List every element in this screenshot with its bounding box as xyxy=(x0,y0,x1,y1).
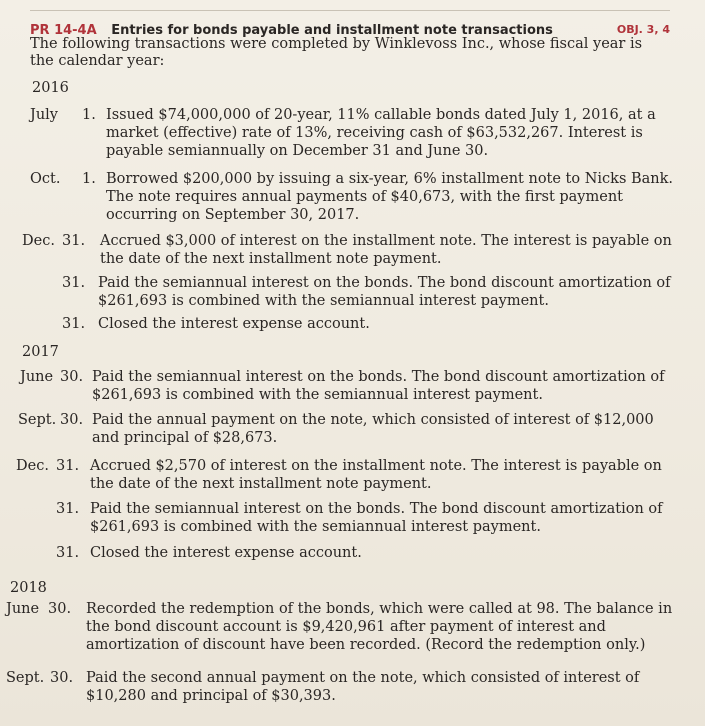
entry-day: 31. xyxy=(62,316,86,332)
entry-date: Dec. xyxy=(16,458,49,474)
year-label: 2018 xyxy=(10,580,47,596)
entry-day: 30. xyxy=(50,670,74,686)
entry-date: Oct. xyxy=(30,171,61,187)
entry-date: Sept. xyxy=(6,670,45,686)
entry-day: 30. xyxy=(60,369,84,385)
entry-text: Closed the interest expense account. xyxy=(98,316,370,332)
entry-text: Accrued $2,570 of interest on the installment note. The interest is payable on the date of the next installment note payment. xyxy=(90,458,662,492)
entry-day: 30. xyxy=(60,412,84,428)
entry-date: July xyxy=(30,107,58,123)
entry-text: Paid the annual payment on the note, which consisted of interest of $12,000 and principal of $28,673. xyxy=(92,412,654,446)
entry-text: Issued $74,000,000 of 20-year, 11% callable bonds dated July 1, 2016, at a market (effective) rate of 13%, receiving cash of $63,532,267. Interest is payable semiannually on December 31 and June 30. xyxy=(106,107,656,159)
entry-day: 31. xyxy=(56,545,80,561)
entry-text: Closed the interest expense account. xyxy=(90,545,362,561)
year-label: 2017 xyxy=(22,344,59,360)
problem-header xyxy=(30,10,670,38)
entry-day: 31. xyxy=(56,458,80,474)
entry-text: Paid the semiannual interest on the bonds. The bond discount amortization of $261,693 is combined with the semiannual interest payment. xyxy=(92,369,665,403)
problem-title: Entries for bonds payable and installment note transactions xyxy=(111,23,553,38)
entry-text: Paid the semiannual interest on the bonds. The bond discount amortization of $261,693 is combined with the semiannual interest payment. xyxy=(90,501,663,535)
intro-text: The following transactions were completed by Winklevoss Inc., whose fiscal year is the calendar year: xyxy=(30,36,643,69)
entry-text: Accrued $3,000 of interest on the installment note. The interest is payable on the date of the next installment note payment. xyxy=(100,233,672,267)
objective-label: OBJ. 3, 4 xyxy=(616,23,670,36)
problem-code: PR 14-4A xyxy=(30,23,97,38)
entry-text: Paid the second annual payment on the note, which consisted of interest of $10,280 and principal of $30,393. xyxy=(86,670,640,704)
entry-day: 1. xyxy=(82,171,96,187)
entry-day: 30. xyxy=(48,601,72,617)
entry-date: Dec. xyxy=(22,233,55,249)
entry-text: Borrowed $200,000 by issuing a six-year, 6% installment note to Nicks Bank. The note requires annual payments of $40,673, with the first payment occurring on September 30, 2017. xyxy=(106,171,674,223)
year-label: 2016 xyxy=(32,80,69,96)
entry-date: Sept. xyxy=(18,412,57,428)
entry-date: June xyxy=(20,369,54,385)
entry-day: 31. xyxy=(62,233,86,249)
entry-day: 31. xyxy=(56,501,80,517)
entry-day: 31. xyxy=(62,275,86,291)
entry-day: 1. xyxy=(82,107,96,123)
entry-text: Recorded the redemption of the bonds, which were called at 98. The balance in the bond discount account is $9,420,961 after payment of interest and amortization of discount have been recorded. (Record the redemption only.) xyxy=(86,601,673,653)
entry-date: June xyxy=(6,601,40,617)
entry-text: Paid the semiannual interest on the bonds. The bond discount amortization of $261,693 is combined with the semiannual interest payment. xyxy=(98,275,671,309)
